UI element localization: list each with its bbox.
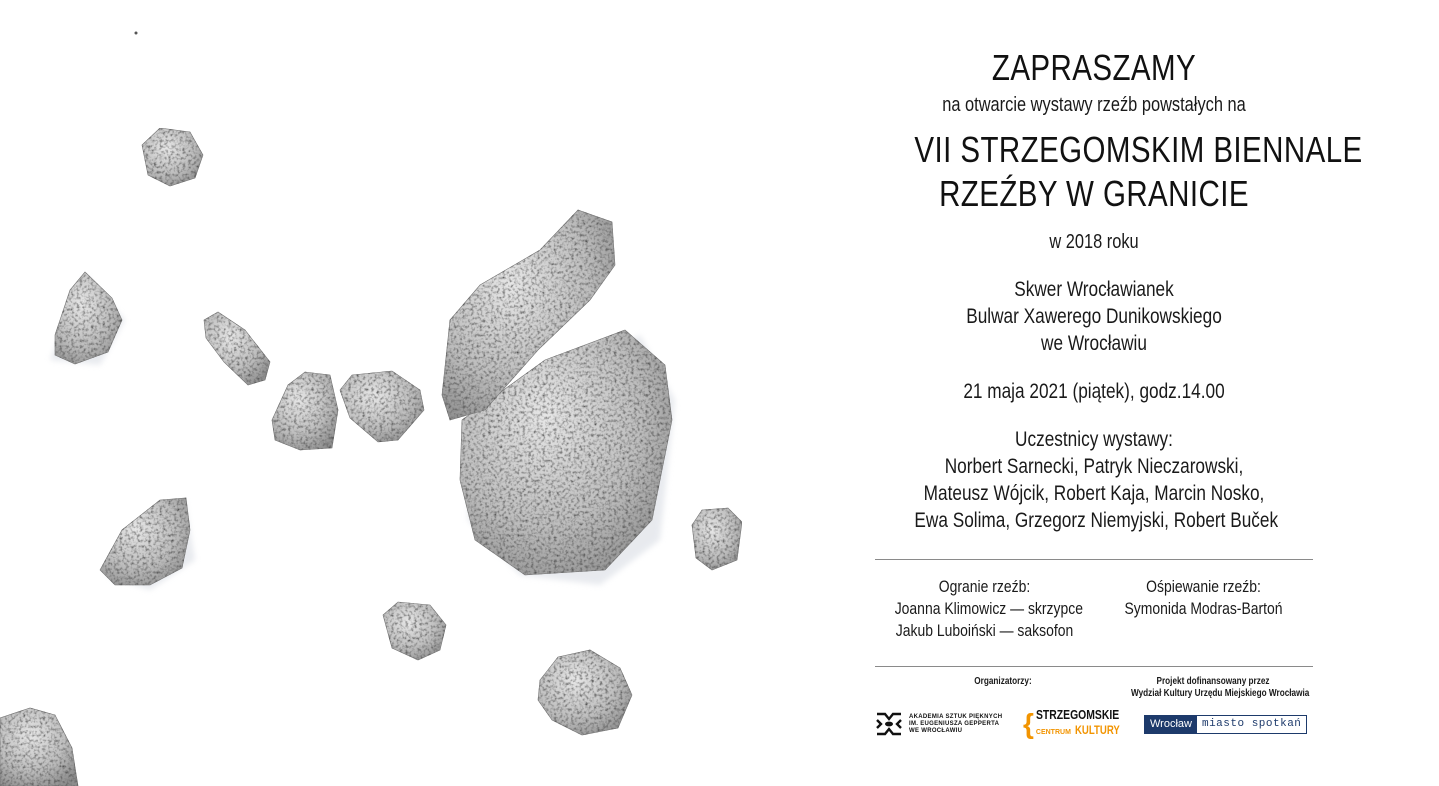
music-credits (875, 576, 1094, 642)
asp-logo (875, 710, 1002, 738)
funding-note (1113, 676, 1313, 700)
participants-label: Uczestnicy wystawy: (1015, 428, 1173, 451)
stone-right-small (692, 508, 742, 570)
stone-left-middle (55, 272, 122, 364)
participants-block (875, 426, 1313, 534)
invitation-intro: na otwarcie wystawy rzeźb powstałych na (942, 94, 1246, 116)
divider-top (875, 559, 1313, 560)
funding-line: Projekt dofinansowany przez (1156, 676, 1270, 687)
participants-line: Ewa Solima, Grzegorz Niemyjski, Robert Buček (914, 509, 1279, 532)
stone-mid-2 (340, 371, 424, 442)
music-line: Joanna Klimowicz — skrzypce (894, 599, 1083, 618)
location-block (875, 276, 1313, 357)
participants-line: Mateusz Wójcik, Robert Kaja, Marcin Nosko, (923, 482, 1265, 505)
stone-bottom-corner (0, 708, 78, 786)
stone-bottom-mid (383, 602, 446, 660)
strzegomskie-centrum-kultury-logo (1023, 708, 1140, 739)
sck-kultury: KULTURY (1075, 723, 1121, 737)
stone-top-left (142, 128, 203, 186)
location-line: we Wrocławiu (1041, 332, 1147, 355)
curly-brace-icon: { (1023, 707, 1034, 739)
singing-credits (1094, 576, 1313, 620)
asp-line: WE WROCŁAWIU (909, 727, 963, 734)
event-title-line-1: VII STRZEGOMSKIM BIENNALE (914, 129, 1363, 170)
event-datetime: 21 maja 2021 (piątek), godz.14.00 (963, 380, 1225, 403)
event-year: w 2018 roku (1049, 231, 1139, 253)
sck-centrum: CENTRUM (1035, 729, 1071, 736)
location-line: Skwer Wrocławianek (1014, 278, 1174, 301)
funding-line: Wydział Kultury Urzędu Miejskiego Wrocławia (1131, 688, 1310, 699)
event-title-line-2: RZEŹBY W GRANICIE (939, 173, 1249, 214)
asp-emblem-icon (875, 710, 903, 738)
location-line: Bulwar Xawerego Dunikowskiego (966, 305, 1222, 328)
wroclaw-tagline: miasto spotkań (1201, 718, 1302, 730)
asp-line: AKADEMIA SZTUK PIĘKNYCH (909, 713, 1003, 720)
invitation-heading: ZAPRASZAMY (991, 47, 1197, 88)
participants-line: Norbert Sarnecki, Patryk Nieczarowski, (944, 455, 1244, 478)
music-line: Jakub Luboiński — saksofon (895, 621, 1074, 640)
asp-line: IM. EUGENIUSZA GEPPERTA (909, 720, 1000, 727)
sck-title: STRZEGOMSKIE (1035, 707, 1120, 722)
stone-mid-1 (272, 372, 338, 450)
wroclaw-label: Wrocław (1145, 716, 1197, 733)
wroclaw-logo (1144, 715, 1307, 734)
music-label: Ogranie rzeźb: (938, 577, 1031, 596)
stone-elongated (204, 312, 270, 385)
singing-label: Ośpiewanie rzeźb: (1146, 577, 1261, 596)
divider-bottom (875, 666, 1313, 667)
stone-bottom-right (538, 650, 632, 735)
organizers-label: Organizatorzy: (974, 676, 1032, 687)
heading-block (875, 46, 1313, 90)
singing-line: Symonida Modras-Bartoń (1124, 599, 1283, 618)
